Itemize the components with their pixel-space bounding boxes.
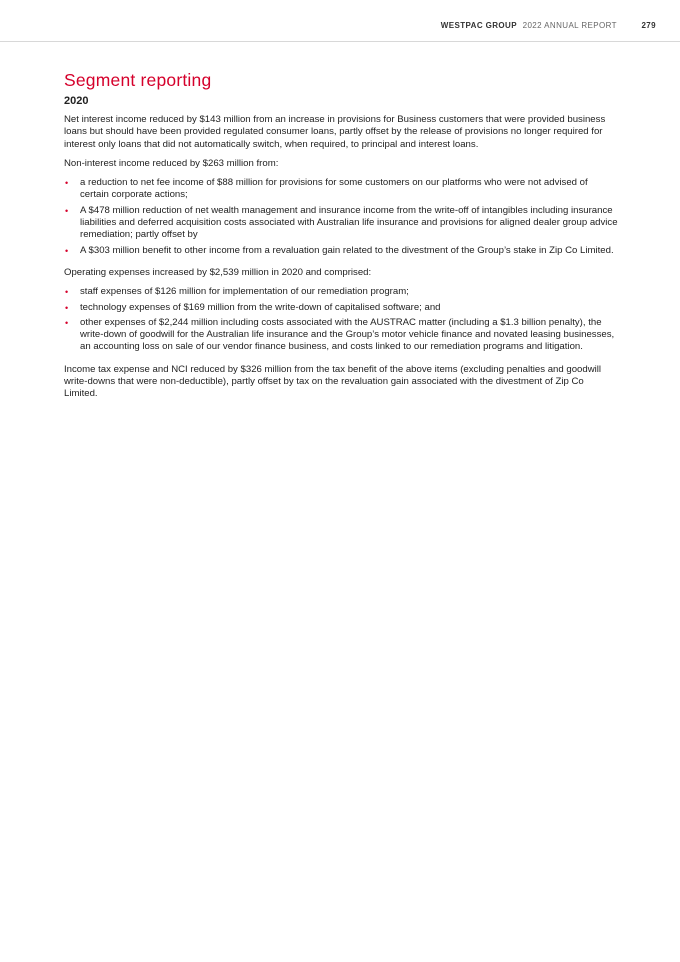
header-divider: [0, 41, 680, 42]
income-tax-paragraph: Income tax expense and NCI reduced by $326 million from the tax benefit of the above items (excluding penalties and goodwill write-downs that were non-deductible), partly offset by tax on the revaluation gain associated with the divestment of Zip Co Limited.: [64, 363, 602, 400]
bullet-icon: •: [65, 287, 69, 298]
list-item-text: a reduction to net fee income of $88 million for provisions for some customers on our platforms who were not advised of certain corporate actions;: [80, 177, 588, 201]
bullet-icon: •: [65, 317, 69, 328]
header-report-title: 2022 ANNUAL REPORT: [522, 21, 617, 30]
list-item: [64, 205, 618, 242]
list-item: [64, 177, 618, 202]
opex-intro: Operating expenses increased by $2,539 million in 2020 and comprised:: [64, 266, 372, 278]
list-item: [64, 302, 618, 314]
page-number: 279: [641, 21, 656, 30]
bullet-icon: •: [65, 245, 69, 256]
non-interest-list: [64, 177, 618, 257]
non-interest-intro: Non-interest income reduced by $263 million from:: [64, 157, 279, 169]
list-item-text: other expenses of $2,244 million including costs associated with the AUSTRAC matter (including a $1.3 billion penalty), the write-down of goodwill for the Australian life insurance and the Group’s motor vehicle finance and novated leasing businesses, an accounting loss on sale of our vendor finance business, and costs linked to our remediation programs and litigation.: [80, 316, 615, 353]
list-item: [64, 286, 618, 298]
running-header: [441, 21, 656, 30]
header-organisation: WESTPAC GROUP: [440, 21, 517, 30]
year-heading: 2020: [64, 95, 89, 107]
bullet-icon: •: [65, 205, 69, 216]
list-item-text: A $478 million reduction of net wealth management and insurance income from the write-off of intangibles including insurance liabilities and deferred acquisition costs associated with Australian life insurance and provisions for aligned dealer group advice remediation; partly offset by: [80, 204, 618, 241]
list-item-text: A $303 million benefit to other income from a revaluation gain related to the divestment of the Group’s stake in Zip Co Limited.: [80, 244, 614, 256]
bullet-icon: •: [65, 302, 69, 313]
net-interest-paragraph: Net interest income reduced by $143 million from an increase in provisions for Business customers that were provided business loans but should have been provided regulated consumer loans, partly offset by the release of provisions no longer required for interest only loans that did not automatically switch, when required, to principal and interest loans.: [64, 114, 606, 150]
section-title: Segment reporting: [64, 70, 212, 90]
page-content: [64, 68, 618, 408]
bullet-icon: •: [65, 178, 69, 189]
list-item-text: technology expenses of $169 million from the write-down of capitalised software; and: [80, 301, 441, 313]
list-item: [64, 317, 618, 354]
list-item-text: staff expenses of $126 million for implementation of our remediation program;: [80, 286, 409, 298]
opex-list: [64, 286, 618, 353]
list-item: [64, 245, 618, 257]
